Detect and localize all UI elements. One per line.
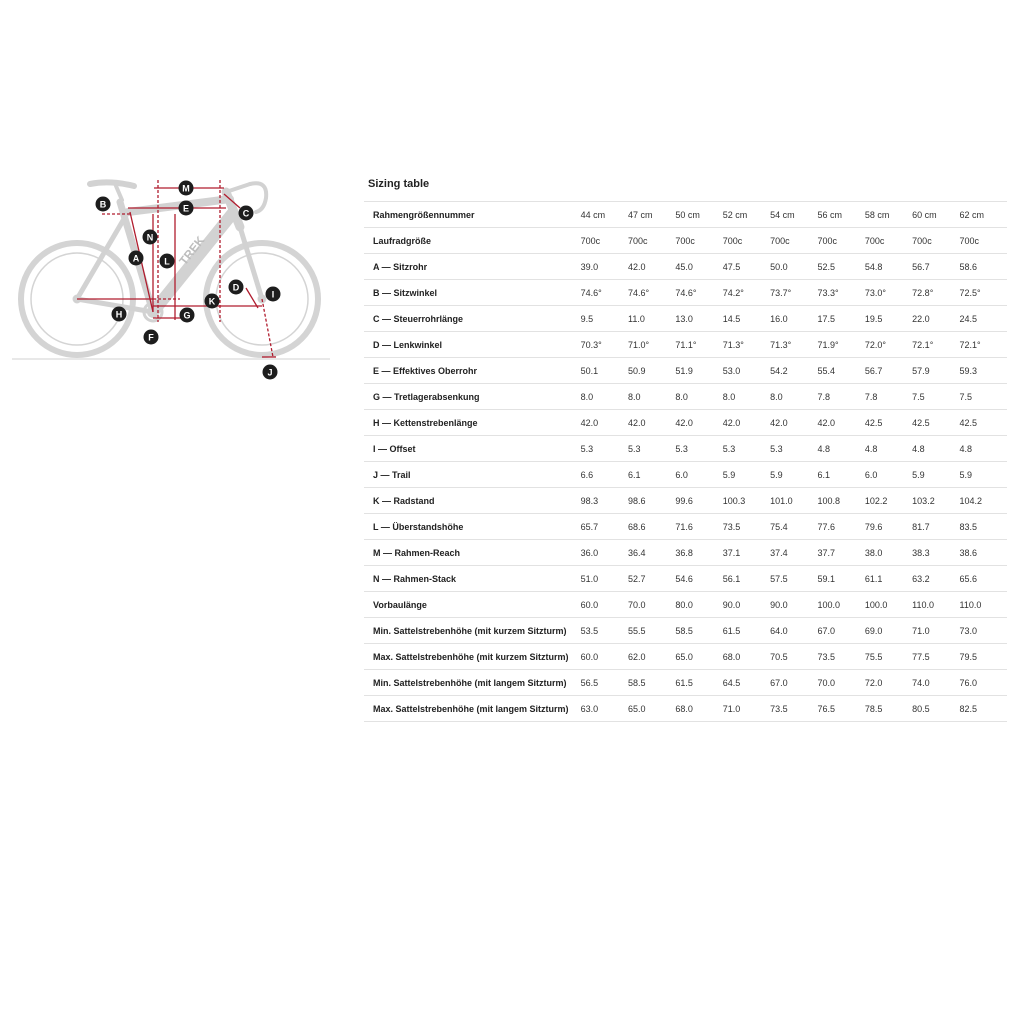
table-cell: 51.9 — [675, 358, 722, 384]
table-cell: 11.0 — [628, 306, 675, 332]
svg-text:K: K — [208, 296, 216, 307]
table-cell: 75.4 — [770, 514, 817, 540]
table-cell: 52.7 — [628, 566, 675, 592]
table-cell: 24.5 — [960, 306, 1007, 332]
table-cell: 83.5 — [960, 514, 1007, 540]
table-cell: 700c — [912, 228, 959, 254]
table-row — [364, 384, 1007, 410]
row-label: Max. Sattelstrebenhöhe (mit kurzem Sitzturm) — [364, 644, 581, 670]
bike-geometry-diagram — [10, 172, 332, 384]
table-cell: 98.3 — [581, 488, 628, 514]
svg-text:M: M — [182, 183, 190, 194]
table-cell: 5.9 — [912, 462, 959, 488]
table-cell: 56.7 — [912, 254, 959, 280]
table-cell: 101.0 — [770, 488, 817, 514]
row-label: H — Kettenstrebenlänge — [364, 410, 581, 436]
row-label: D — Lenkwinkel — [364, 332, 581, 358]
table-cell: 72.8° — [912, 280, 959, 306]
table-cell: 700c — [960, 228, 1007, 254]
table-row — [364, 436, 1007, 462]
marker-k — [205, 294, 220, 309]
table-cell: 68.6 — [628, 514, 675, 540]
table-cell: 50.9 — [628, 358, 675, 384]
table-cell: 67.0 — [817, 618, 864, 644]
table-cell: 700c — [581, 228, 628, 254]
table-cell: 71.3° — [723, 332, 770, 358]
table-cell: 74.6° — [581, 280, 628, 306]
table-cell: 58.5 — [675, 618, 722, 644]
row-label: Max. Sattelstrebenhöhe (mit langem Sitzturm) — [364, 696, 581, 722]
table-cell: 54 cm — [770, 202, 817, 228]
table-row — [364, 462, 1007, 488]
table-cell: 76.0 — [960, 670, 1007, 696]
table-cell: 72.1° — [912, 332, 959, 358]
table-cell: 72.0° — [865, 332, 912, 358]
table-cell: 71.0° — [628, 332, 675, 358]
table-cell: 73.0 — [960, 618, 1007, 644]
table-cell: 80.0 — [675, 592, 722, 618]
table-cell: 42.0 — [628, 254, 675, 280]
table-cell: 60 cm — [912, 202, 959, 228]
table-cell: 36.4 — [628, 540, 675, 566]
table-cell: 50.1 — [581, 358, 628, 384]
table-cell: 55.4 — [817, 358, 864, 384]
table-cell: 77.6 — [817, 514, 864, 540]
table-cell: 8.0 — [675, 384, 722, 410]
table-cell: 5.9 — [770, 462, 817, 488]
table-cell: 71.6 — [675, 514, 722, 540]
marker-g — [180, 308, 195, 323]
row-label: L — Überstandshöhe — [364, 514, 581, 540]
table-cell: 17.5 — [817, 306, 864, 332]
table-cell: 61.1 — [865, 566, 912, 592]
table-cell: 73.7° — [770, 280, 817, 306]
marker-l — [160, 254, 175, 269]
table-cell: 79.6 — [865, 514, 912, 540]
table-cell: 44 cm — [581, 202, 628, 228]
table-cell: 6.6 — [581, 462, 628, 488]
table-cell: 4.8 — [865, 436, 912, 462]
table-cell: 5.9 — [723, 462, 770, 488]
table-cell: 59.3 — [960, 358, 1007, 384]
table-cell: 55.5 — [628, 618, 675, 644]
table-cell: 104.2 — [960, 488, 1007, 514]
table-cell: 99.6 — [675, 488, 722, 514]
table-cell: 100.8 — [817, 488, 864, 514]
table-cell: 54.8 — [865, 254, 912, 280]
table-cell: 61.5 — [675, 670, 722, 696]
table-cell: 74.0 — [912, 670, 959, 696]
table-cell: 72.5° — [960, 280, 1007, 306]
table-cell: 700c — [723, 228, 770, 254]
table-row — [364, 566, 1007, 592]
table-cell: 37.1 — [723, 540, 770, 566]
table-cell: 42.0 — [817, 410, 864, 436]
table-cell: 700c — [628, 228, 675, 254]
table-cell: 6.0 — [865, 462, 912, 488]
table-cell: 100.0 — [817, 592, 864, 618]
table-cell: 700c — [770, 228, 817, 254]
table-cell: 4.8 — [960, 436, 1007, 462]
table-cell: 52 cm — [723, 202, 770, 228]
table-cell: 103.2 — [912, 488, 959, 514]
table-cell: 6.1 — [628, 462, 675, 488]
table-cell: 7.5 — [912, 384, 959, 410]
table-cell: 58.5 — [628, 670, 675, 696]
table-cell: 42.0 — [723, 410, 770, 436]
table-cell: 90.0 — [770, 592, 817, 618]
table-cell: 77.5 — [912, 644, 959, 670]
table-cell: 80.5 — [912, 696, 959, 722]
table-row — [364, 514, 1007, 540]
table-cell: 4.8 — [817, 436, 864, 462]
table-cell: 5.3 — [675, 436, 722, 462]
table-cell: 71.3° — [770, 332, 817, 358]
table-cell: 39.0 — [581, 254, 628, 280]
marker-e — [179, 201, 194, 216]
marker-j — [263, 365, 278, 380]
table-cell: 5.3 — [723, 436, 770, 462]
table-cell: 58 cm — [865, 202, 912, 228]
table-cell: 42.0 — [770, 410, 817, 436]
table-cell: 50.0 — [770, 254, 817, 280]
table-row — [364, 618, 1007, 644]
marker-b — [96, 197, 111, 212]
table-cell: 71.0 — [723, 696, 770, 722]
table-row — [364, 696, 1007, 722]
table-cell: 76.5 — [817, 696, 864, 722]
row-label: A — Sitzrohr — [364, 254, 581, 280]
table-cell: 73.5 — [723, 514, 770, 540]
table-cell: 56.7 — [865, 358, 912, 384]
marker-n — [143, 230, 158, 245]
row-label: Min. Sattelstrebenhöhe (mit langem Sitzturm) — [364, 670, 581, 696]
row-label: K — Radstand — [364, 488, 581, 514]
table-row — [364, 592, 1007, 618]
table-cell: 60.0 — [581, 592, 628, 618]
table-row — [364, 488, 1007, 514]
table-cell: 110.0 — [960, 592, 1007, 618]
table-cell: 74.6° — [675, 280, 722, 306]
table-cell: 63.2 — [912, 566, 959, 592]
table-cell: 42.0 — [628, 410, 675, 436]
table-cell: 700c — [675, 228, 722, 254]
table-row — [364, 358, 1007, 384]
row-label: G — Tretlagerabsenkung — [364, 384, 581, 410]
table-cell: 59.1 — [817, 566, 864, 592]
frame-brand-text: TREK — [176, 233, 208, 268]
row-label: J — Trail — [364, 462, 581, 488]
row-label: I — Offset — [364, 436, 581, 462]
table-cell: 700c — [865, 228, 912, 254]
row-label: Min. Sattelstrebenhöhe (mit kurzem Sitzturm) — [364, 618, 581, 644]
table-cell: 7.8 — [817, 384, 864, 410]
table-cell: 72.1° — [960, 332, 1007, 358]
row-label: N — Rahmen-Stack — [364, 566, 581, 592]
table-cell: 70.5 — [770, 644, 817, 670]
table-cell: 6.1 — [817, 462, 864, 488]
table-row — [364, 644, 1007, 670]
table-cell: 56 cm — [817, 202, 864, 228]
table-cell: 42.5 — [912, 410, 959, 436]
table-cell: 70.0 — [817, 670, 864, 696]
table-cell: 73.3° — [817, 280, 864, 306]
sizing-table-body — [364, 202, 1007, 722]
svg-text:D: D — [232, 282, 240, 293]
table-cell: 51.0 — [581, 566, 628, 592]
table-cell: 14.5 — [723, 306, 770, 332]
table-cell: 53.0 — [723, 358, 770, 384]
table-row — [364, 228, 1007, 254]
row-label: M — Rahmen-Reach — [364, 540, 581, 566]
table-cell: 36.8 — [675, 540, 722, 566]
table-cell: 72.0 — [865, 670, 912, 696]
table-cell: 56.1 — [723, 566, 770, 592]
table-cell: 50 cm — [675, 202, 722, 228]
table-cell: 57.9 — [912, 358, 959, 384]
row-label: Rahmengrößennummer — [364, 202, 581, 228]
marker-c — [239, 206, 254, 221]
table-cell: 63.0 — [581, 696, 628, 722]
table-cell: 73.0° — [865, 280, 912, 306]
table-row — [364, 202, 1007, 228]
table-cell: 19.5 — [865, 306, 912, 332]
table-cell: 62 cm — [960, 202, 1007, 228]
table-cell: 69.0 — [865, 618, 912, 644]
table-cell: 90.0 — [723, 592, 770, 618]
table-cell: 65.7 — [581, 514, 628, 540]
table-cell: 73.5 — [770, 696, 817, 722]
table-cell: 42.5 — [865, 410, 912, 436]
table-cell: 78.5 — [865, 696, 912, 722]
table-cell: 6.0 — [675, 462, 722, 488]
table-cell: 100.3 — [723, 488, 770, 514]
table-cell: 5.3 — [628, 436, 675, 462]
table-cell: 64.5 — [723, 670, 770, 696]
row-label: B — Sitzwinkel — [364, 280, 581, 306]
svg-text:B: B — [99, 199, 107, 210]
table-cell: 7.5 — [960, 384, 1007, 410]
table-cell: 8.0 — [581, 384, 628, 410]
table-cell: 54.2 — [770, 358, 817, 384]
table-cell: 38.3 — [912, 540, 959, 566]
table-row — [364, 280, 1007, 306]
table-cell: 47 cm — [628, 202, 675, 228]
svg-text:N: N — [146, 232, 154, 243]
table-cell: 53.5 — [581, 618, 628, 644]
table-cell: 65.0 — [675, 644, 722, 670]
table-cell: 5.9 — [960, 462, 1007, 488]
table-cell: 68.0 — [675, 696, 722, 722]
table-cell: 5.3 — [581, 436, 628, 462]
table-row — [364, 540, 1007, 566]
svg-text:H: H — [115, 309, 123, 320]
table-cell: 82.5 — [960, 696, 1007, 722]
table-cell: 79.5 — [960, 644, 1007, 670]
table-cell: 37.7 — [817, 540, 864, 566]
table-cell: 61.5 — [723, 618, 770, 644]
table-cell: 74.6° — [628, 280, 675, 306]
table-cell: 4.8 — [912, 436, 959, 462]
svg-text:F: F — [148, 332, 154, 343]
table-cell: 42.5 — [960, 410, 1007, 436]
table-cell: 110.0 — [912, 592, 959, 618]
table-cell: 16.0 — [770, 306, 817, 332]
table-cell: 700c — [817, 228, 864, 254]
svg-text:I: I — [271, 289, 275, 300]
marker-a — [129, 251, 144, 266]
svg-text:J: J — [267, 367, 273, 378]
table-cell: 38.6 — [960, 540, 1007, 566]
row-label: E — Effektives Oberrohr — [364, 358, 581, 384]
table-cell: 71.1° — [675, 332, 722, 358]
table-cell: 65.0 — [628, 696, 675, 722]
table-cell: 100.0 — [865, 592, 912, 618]
table-cell: 70.0 — [628, 592, 675, 618]
table-cell: 8.0 — [770, 384, 817, 410]
table-cell: 52.5 — [817, 254, 864, 280]
table-cell: 13.0 — [675, 306, 722, 332]
table-cell: 60.0 — [581, 644, 628, 670]
table-cell: 75.5 — [865, 644, 912, 670]
marker-h — [112, 307, 127, 322]
table-cell: 102.2 — [865, 488, 912, 514]
svg-text:C: C — [242, 208, 250, 219]
marker-i — [266, 287, 281, 302]
table-cell: 57.5 — [770, 566, 817, 592]
marker-m — [179, 181, 194, 196]
table-cell: 70.3° — [581, 332, 628, 358]
table-cell: 37.4 — [770, 540, 817, 566]
table-cell: 58.6 — [960, 254, 1007, 280]
table-cell: 8.0 — [628, 384, 675, 410]
table-cell: 74.2° — [723, 280, 770, 306]
marker-f — [144, 330, 159, 345]
row-label: Laufradgröße — [364, 228, 581, 254]
table-cell: 22.0 — [912, 306, 959, 332]
table-cell: 98.6 — [628, 488, 675, 514]
table-cell: 42.0 — [581, 410, 628, 436]
table-row — [364, 306, 1007, 332]
table-cell: 71.9° — [817, 332, 864, 358]
table-cell: 47.5 — [723, 254, 770, 280]
table-cell: 9.5 — [581, 306, 628, 332]
table-cell: 7.8 — [865, 384, 912, 410]
table-cell: 45.0 — [675, 254, 722, 280]
marker-d — [229, 280, 244, 295]
table-cell: 42.0 — [675, 410, 722, 436]
table-cell: 73.5 — [817, 644, 864, 670]
table-title: Sizing table — [368, 178, 430, 190]
table-cell: 36.0 — [581, 540, 628, 566]
svg-text:A: A — [132, 253, 140, 264]
table-cell: 67.0 — [770, 670, 817, 696]
table-cell: 54.6 — [675, 566, 722, 592]
table-row — [364, 332, 1007, 358]
svg-text:L: L — [164, 256, 170, 267]
table-cell: 81.7 — [912, 514, 959, 540]
table-cell: 62.0 — [628, 644, 675, 670]
row-label: Vorbaulänge — [364, 592, 581, 618]
table-cell: 71.0 — [912, 618, 959, 644]
table-cell: 68.0 — [723, 644, 770, 670]
svg-text:E: E — [182, 203, 190, 214]
table-cell: 5.3 — [770, 436, 817, 462]
table-row — [364, 410, 1007, 436]
sizing-table — [364, 201, 1007, 722]
svg-text:G: G — [183, 310, 191, 321]
table-cell: 56.5 — [581, 670, 628, 696]
table-cell: 64.0 — [770, 618, 817, 644]
table-cell: 8.0 — [723, 384, 770, 410]
table-row — [364, 670, 1007, 696]
table-row — [364, 254, 1007, 280]
row-label: C — Steuerrohrlänge — [364, 306, 581, 332]
table-cell: 38.0 — [865, 540, 912, 566]
table-cell: 65.6 — [960, 566, 1007, 592]
